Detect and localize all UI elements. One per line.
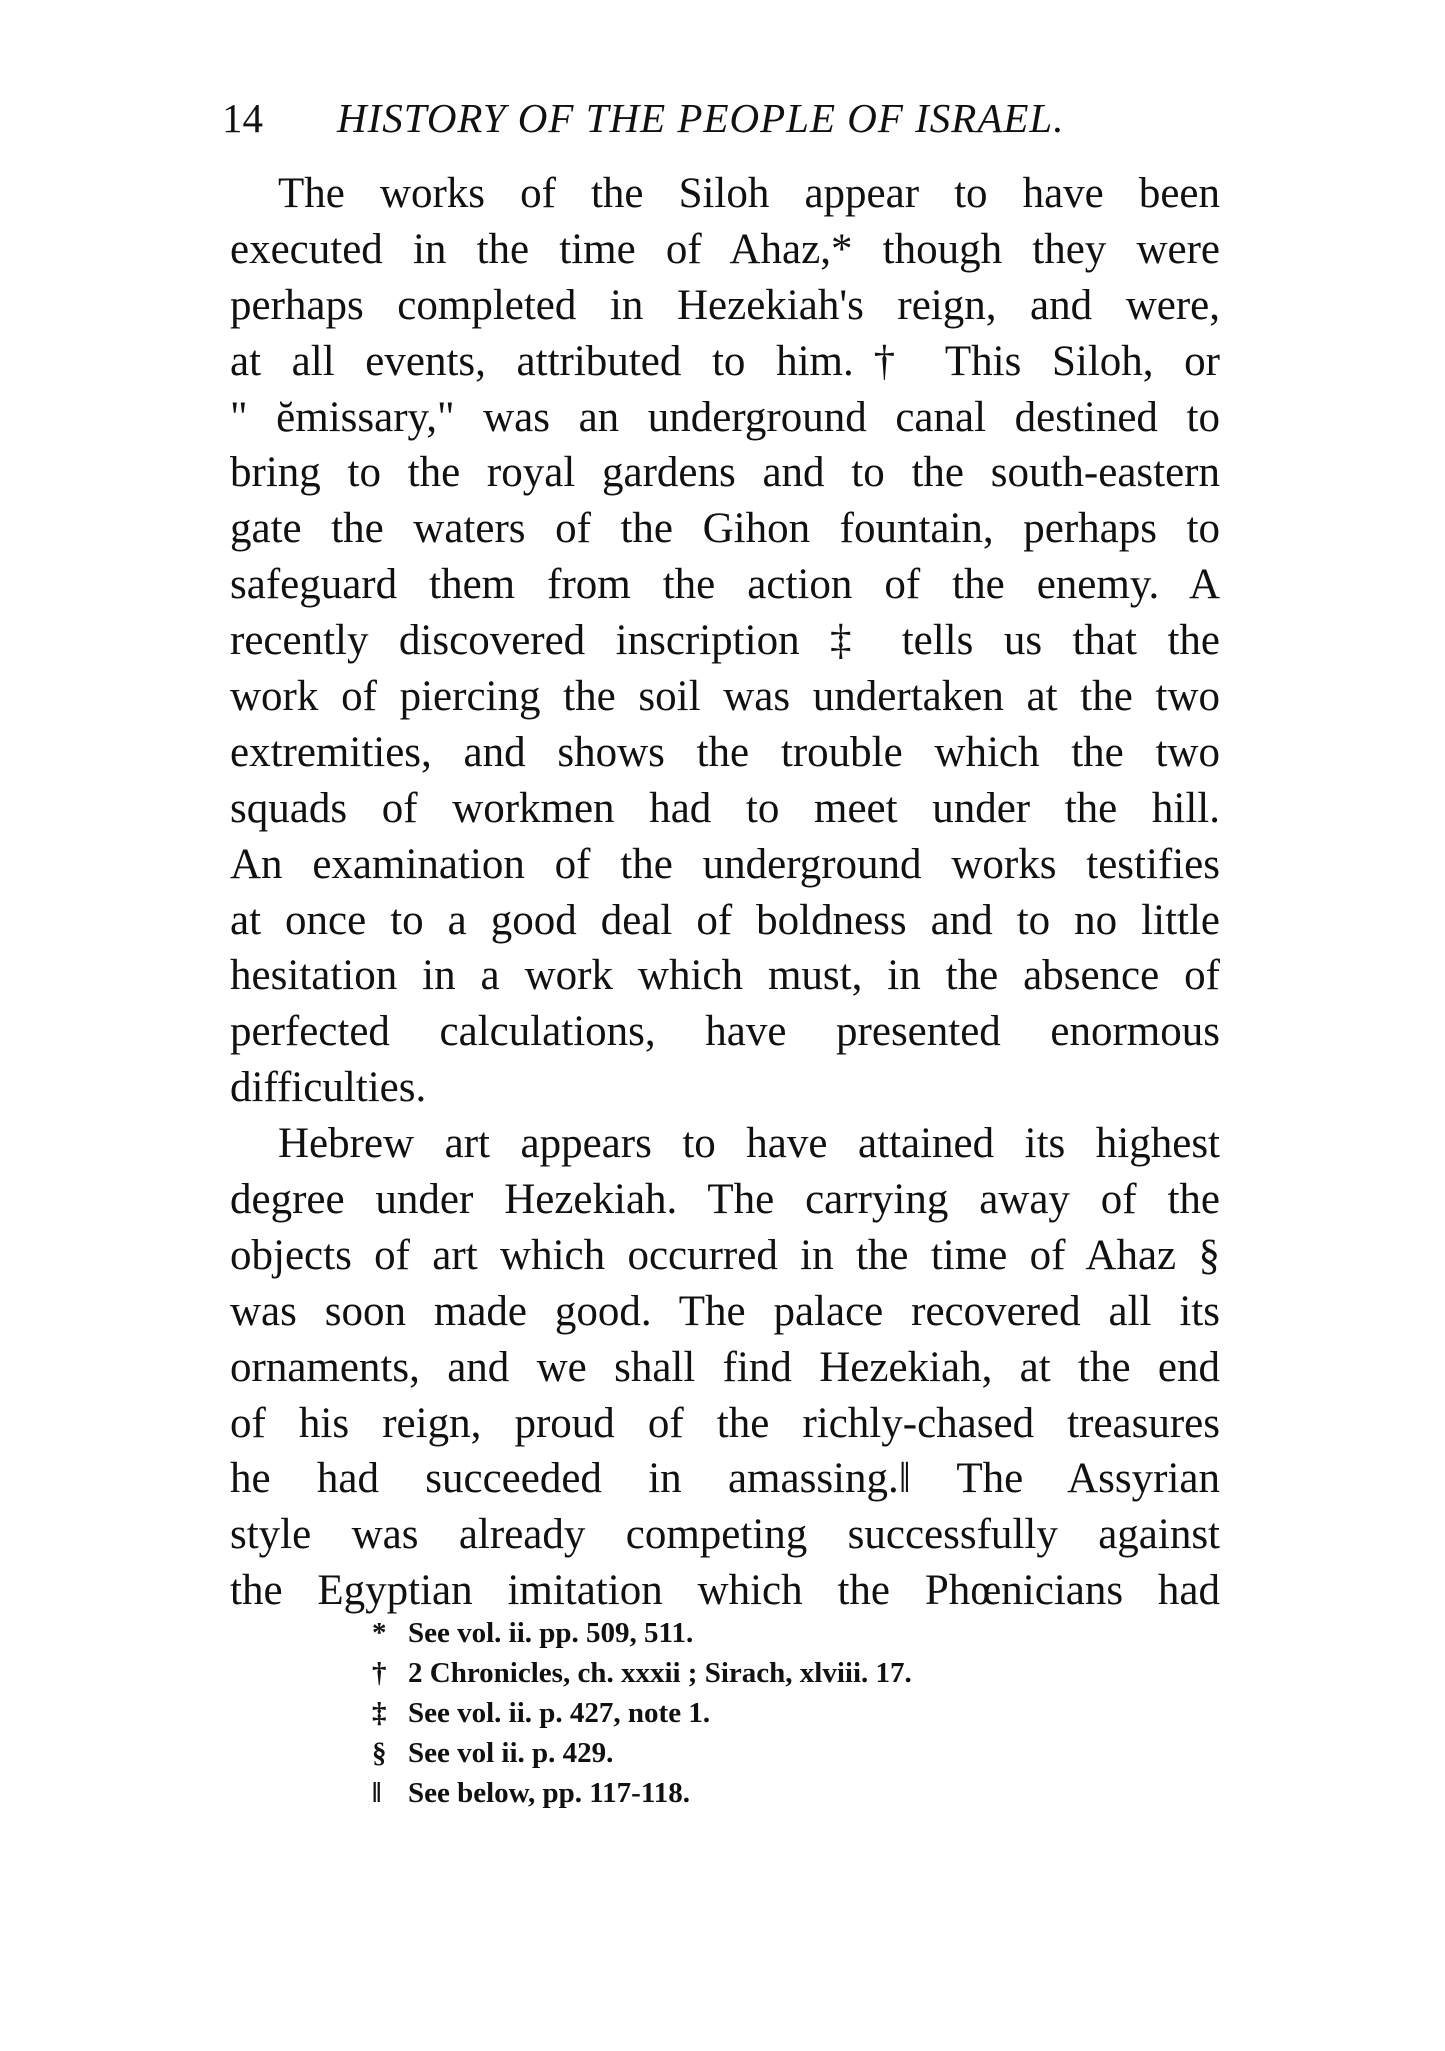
footnote [372, 1613, 1092, 1653]
footnote-text: See vol. ii. p. 427, note 1. [408, 1697, 711, 1729]
footnote [372, 1773, 1092, 1813]
footnote [372, 1733, 1092, 1773]
text-line: recently discovered inscription ‡ tells us that the [230, 617, 1220, 665]
text-line: gate the waters of the Gihon fountain, perhaps to [230, 505, 1220, 553]
footnote-mark: † [372, 1657, 387, 1689]
text-line: work of piercing the soil was undertaken at the two [230, 673, 1220, 721]
footnote-mark: ‖ [372, 1777, 382, 1809]
text-line: hesitation in a work which must, in the absence of [230, 952, 1220, 1000]
text-line: of his reign, proud of the richly-chased treasures [230, 1399, 1220, 1447]
footnote [372, 1653, 1092, 1693]
footnote-mark: § [372, 1737, 387, 1769]
text-line: the Egyptian imitation which the Phœnicians had [230, 1567, 1220, 1615]
text-line: he had succeeded in amassing.‖ The Assyrian [230, 1455, 1220, 1503]
page-number: 14 [222, 95, 263, 141]
footnotes [372, 1613, 1092, 1813]
text-line: executed in the time of Ahaz,* though they were [230, 225, 1220, 273]
footnote-text: See vol. ii. pp. 509, 511. [408, 1617, 694, 1649]
text-line: objects of art which occurred in the time of Ahaz § [230, 1231, 1220, 1279]
text-line: extremities, and shows the trouble which the two [230, 728, 1220, 776]
text-line: perhaps completed in Hezekiah's reign, and were, [230, 281, 1220, 329]
page-header [222, 88, 1222, 148]
text-line: degree under Hezekiah. The carrying away of the [230, 1176, 1220, 1224]
footnote-text: See below, pp. 117-118. [408, 1777, 690, 1809]
text-line: at all events, attributed to him.† This Siloh, or [230, 337, 1220, 385]
text-line: safeguard them from the action of the enemy. A [230, 561, 1220, 609]
text-line: at once to a good deal of boldness and to no little [230, 896, 1220, 944]
text-line: The works of the Siloh appear to have been [278, 170, 1220, 217]
text-line: ornaments, and we shall find Hezekiah, at the end [230, 1343, 1220, 1391]
body-text [230, 166, 1220, 1619]
footnote [372, 1693, 1092, 1733]
text-line: bring to the royal gardens and to the south-eastern [230, 449, 1220, 497]
text-line: " ĕmissary," was an underground canal destined to [230, 393, 1220, 441]
footnote-mark: * [372, 1617, 387, 1649]
text-line: perfected calculations, have presented enormous [230, 1008, 1220, 1056]
footnote-text: 2 Chronicles, ch. xxxii ; Sirach, xlviii. 17. [408, 1657, 912, 1689]
footnote-text: See vol ii. p. 429. [408, 1737, 614, 1769]
text-line: was soon made good. The palace recovered all its [230, 1287, 1220, 1335]
footnote-mark: ‡ [372, 1697, 387, 1729]
text-line: style was already competing successfully against [230, 1511, 1220, 1559]
text-line: An examination of the underground works testifies [230, 840, 1220, 888]
running-title: HISTORY OF THE PEOPLE OF ISRAEL. [337, 95, 1065, 141]
text-line: difficulties. [230, 1064, 427, 1112]
text-line: Hebrew art appears to have attained its highest [278, 1120, 1220, 1168]
text-line: squads of workmen had to meet under the hill. [230, 784, 1220, 832]
